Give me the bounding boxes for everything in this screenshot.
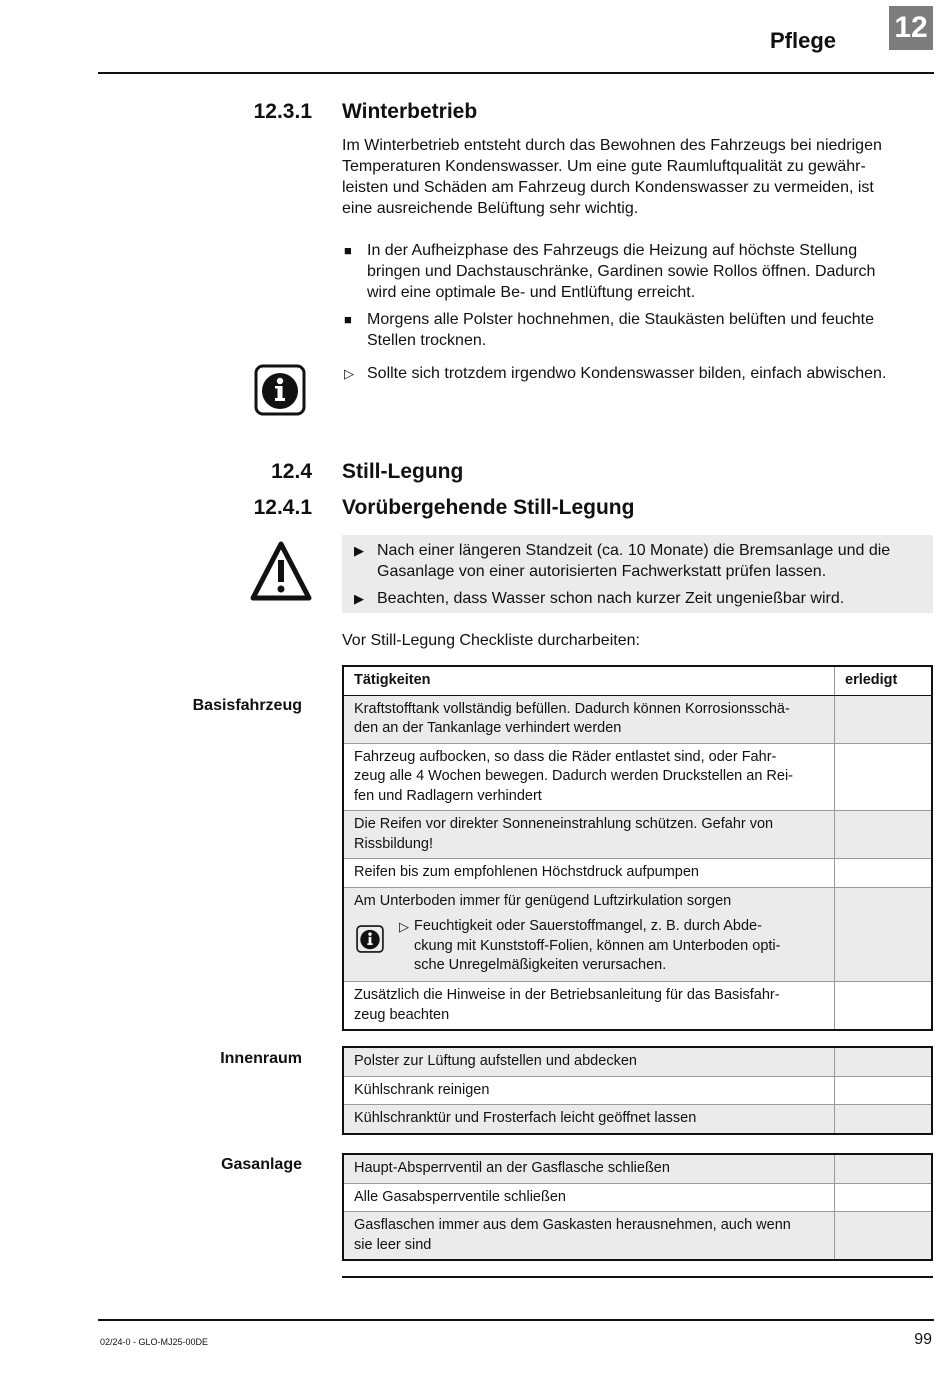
checklist-intro: Vor Still-Legung Checkliste durcharbeiten:	[342, 632, 640, 649]
group-label-gasanlage: Gasanlage	[221, 1156, 302, 1173]
done-checkbox-cell[interactable]	[835, 1105, 933, 1134]
heading-12-4-number: 12.4	[271, 460, 312, 483]
table-row: Kraftstofftank vollständig befüllen. Dadurch können Korrosionsschä- den an der Tankanlage verhindert werden	[343, 695, 932, 743]
done-checkbox-cell[interactable]	[835, 1076, 933, 1105]
heading-12-4-1-number: 12.4.1	[253, 496, 312, 519]
done-checkbox-cell[interactable]	[835, 811, 933, 859]
warning-bullet-1: ▶ Nach einer längeren Standzeit (ca. 10 Monate) die Bremsanlage und die Gasanlage von einer autorisierten Fachwerkstatt prüfen lassen.	[354, 542, 891, 580]
winter-bullet-1: ■ In der Aufheizphase des Fahrzeugs die Heizung auf höchste Stellung bringen und Dachstauschränke, Gardinen sowie Rollos öffnen. Dadurch wird eine optimale Be- und Entlüftung erreicht.	[344, 242, 876, 301]
checklist-table-gasanlage	[342, 1153, 933, 1261]
winter-info-note: ▷ Sollte sich trotzdem irgendwo Kondenswasser bilden, einfach abwischen.	[344, 365, 887, 382]
done-checkbox-cell[interactable]	[835, 982, 933, 1031]
chapter-number-badge: 12	[889, 6, 933, 50]
table-row: Gasflaschen immer aus dem Gaskasten herausnehmen, auch wenn sie leer sind	[343, 1212, 932, 1261]
square-bullet-icon: ■	[344, 312, 352, 327]
done-checkbox-cell[interactable]	[835, 859, 933, 888]
triangle-bullet-icon: ▶	[354, 543, 364, 558]
done-checkbox-cell[interactable]	[835, 887, 933, 982]
winter-intro-paragraph: Im Winterbetrieb entsteht durch das Bewohnen des Fahrzeugs bei niedrigen Temperaturen Kondenswasser. Um eine gute Raumluftqualität zu gewähr- leisten und Schäden am Fahrzeug durch Kondenswasser zu vermeiden, ist eine ausreichende Belüftung sehr wichtig.	[342, 137, 882, 217]
header-rule	[98, 72, 934, 74]
table-header-row	[343, 666, 932, 695]
triangle-outline-bullet-icon: ▷	[344, 366, 354, 381]
warning-icon	[250, 540, 312, 607]
done-checkbox-cell[interactable]	[835, 1212, 933, 1261]
done-checkbox-cell[interactable]	[835, 1154, 933, 1183]
page-number: 99	[914, 1331, 932, 1348]
done-checkbox-cell[interactable]	[835, 1183, 933, 1212]
triangle-bullet-icon: ▶	[354, 591, 364, 606]
square-bullet-icon: ■	[344, 243, 352, 258]
table-row: Zusätzlich die Hinweise in der Betriebsanleitung für das Basisfahr- zeug beachten	[343, 982, 932, 1031]
table-row: Kühlschranktür und Frosterfach leicht geöffnet lassen	[343, 1105, 932, 1134]
col-header-done: erledigt	[835, 666, 933, 695]
checklist-table-innenraum	[342, 1046, 933, 1135]
winter-bullet-2: ■ Morgens alle Polster hochnehmen, die Staukästen belüften und feuchte Stellen trocknen.	[344, 311, 874, 349]
section-end-rule	[342, 1276, 933, 1278]
warning-bullet-2: ▶ Beachten, dass Wasser schon nach kurzer Zeit ungenießbar wird.	[354, 590, 845, 607]
group-label-basisfahrzeug: Basisfahrzeug	[192, 697, 302, 714]
checklist-table-basisfahrzeug	[342, 665, 933, 1031]
table-row: Fahrzeug aufbocken, so dass die Räder entlastet sind, oder Fahr- zeug alle 4 Wochen bewegen. Dadurch werden Druckstellen an Rei- fen und Radlagern verhindert	[343, 743, 932, 811]
done-checkbox-cell[interactable]	[835, 695, 933, 743]
section-title: Pflege	[769, 28, 836, 53]
group-label-innenraum: Innenraum	[220, 1050, 302, 1067]
table-row: Am Unterboden immer für genügend Luftzirkulation sorgen ▷ Feuchtigkeit oder Sauerstoffmangel, z. B. durch Abde- ckung mit Kunststoff-Folien, können am Unterboden opti- sche Unregelmäßigkeiten verursachen.	[343, 887, 932, 982]
footer-doc-id: 02/24-0 - GLO-MJ25-00DE	[100, 1337, 209, 1347]
table-row: Haupt-Absperrventil an der Gasflasche schließen	[343, 1154, 932, 1183]
heading-12-4-title: Still-Legung	[342, 460, 464, 483]
info-icon	[356, 925, 384, 960]
table-row: Alle Gasabsperrventile schließen	[343, 1183, 932, 1212]
table-row: Polster zur Lüftung aufstellen und abdecken	[343, 1047, 932, 1076]
col-header-task: Tätigkeiten	[343, 666, 835, 695]
table-row: Reifen bis zum empfohlenen Höchstdruck aufpumpen	[343, 859, 932, 888]
table-row: Kühlschrank reinigen	[343, 1076, 932, 1105]
heading-12-3-1-number: 12.3.1	[253, 100, 312, 123]
heading-12-3-1-title: Winterbetrieb	[342, 100, 478, 123]
unterboden-info-note: ▷ Feuchtigkeit oder Sauerstoffmangel, z. B. durch Abde- ckung mit Kunststoff-Folien, können am Unterboden opti- sche Unregelmäßigkeiten verursachen.	[354, 917, 824, 977]
table-row: Die Reifen vor direkter Sonneneinstrahlung schützen. Gefahr von Rissbildung!	[343, 811, 932, 859]
done-checkbox-cell[interactable]	[835, 743, 933, 811]
footer-rule	[98, 1319, 934, 1321]
info-icon	[254, 364, 306, 421]
done-checkbox-cell[interactable]	[835, 1047, 933, 1076]
heading-12-4-1-title: Vorübergehende Still-Legung	[342, 496, 635, 519]
triangle-outline-bullet-icon: ▷	[399, 919, 409, 934]
